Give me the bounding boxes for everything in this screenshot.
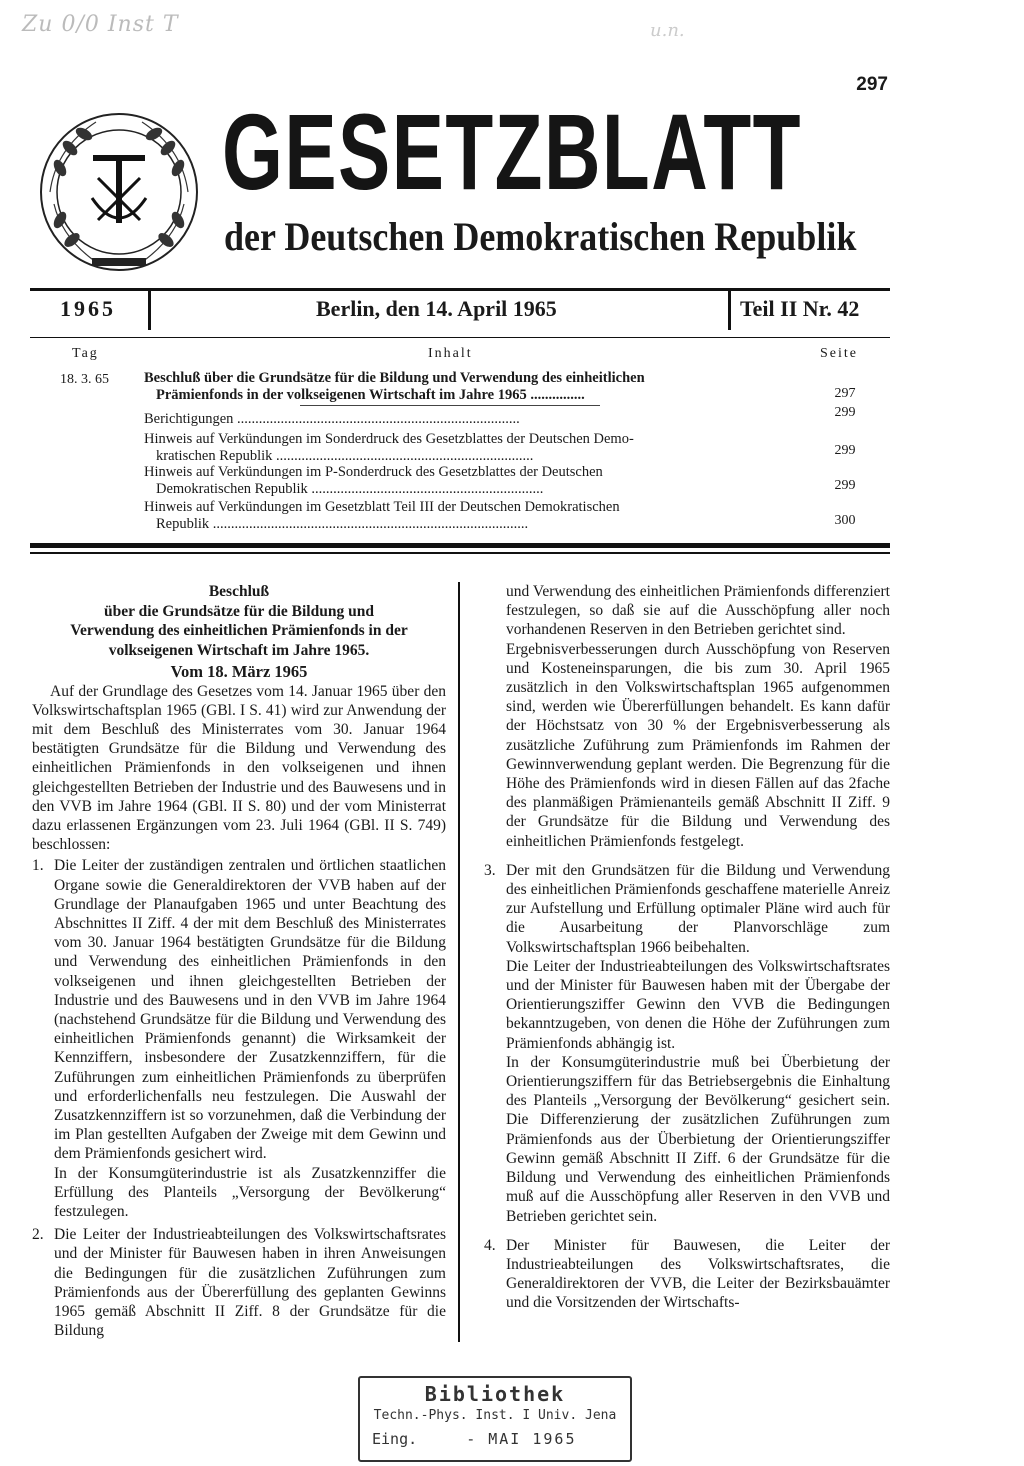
item-text: In der Konsumgüterindustrie muß bei Überbietung der Orientierungsziffern für das Betriebsergebnis die Einhaltung des Planteils „Versorgung der Bevölkerung“ gesichert sein. Die Differenzierung der zusätzlichen Zuführungen zum Prämienfonds aus der Überbietung der Orientierungsziffer Gewinn gemäß Abschnitt II Ziff. 6 der Grundsätze für die Bildung und Verwendung des einheitlichen Prämienfonds muß auf die Ausschöpfung aller Reserven in den VVB und Betrieben gerichtet sein. <box>506 1053 890 1225</box>
section-rule <box>30 543 890 548</box>
left-column <box>32 582 446 1340</box>
toc-entry <box>144 499 794 533</box>
list-item <box>32 1225 446 1340</box>
item-number: 3. <box>484 861 496 879</box>
toc-divider <box>300 405 600 406</box>
heading-line: Verwendung des einheitlichen Prämienfonds in der <box>70 622 408 639</box>
masthead-subtitle: der Deutschen Demokratischen Republik <box>224 214 857 259</box>
issue-year: 1965 <box>60 296 116 321</box>
page-number: 297 <box>856 74 888 95</box>
stamp-received <box>360 1430 642 1448</box>
stamp-institute: Techn.-Phys. Inst. I Univ. Jena <box>373 1408 617 1423</box>
toc-entry <box>144 464 794 498</box>
list-item <box>484 861 890 1226</box>
column-divider <box>458 582 460 1342</box>
toc-entry <box>144 370 794 404</box>
item-text: Die Leiter der Industrieabteilungen des Volkswirtschaftsrates und der Minister für Bauwesen haben in ihren Anweisungen die Bedingungen für die zusätzlichen Zuführungen zum Prämienfonds aus der Übererfüllung des geplanten Gewinns 1965 gemäß Abschnitt II Ziff. 8 der Grundsätze für die Bildung <box>54 1226 446 1340</box>
handwritten-note-right: u.n. <box>650 20 685 41</box>
toc-entry-page: 299 <box>834 405 856 420</box>
item-text: Der Minister für Bauwesen, die Leiter der Industrieabteilungen des Volkswirtschaftsrates, die Generaldirektoren der VVB, die Leiter der Bezirksbauämter und die Vorsitzenden der Wirtschafts- <box>506 1236 890 1312</box>
issue-part-number: Teil II Nr. 42 <box>740 296 860 321</box>
toc-entry-date: 18. 3. 65 <box>60 372 109 387</box>
toc-entry-line: Hinweis auf Verkündungen im Sonderdruck des Gesetzblattes der Deutschen Demo- <box>144 431 634 447</box>
toc-entry-line: Beschluß über die Grundsätze für die Bildung und Verwendung des einheitlichen <box>144 370 645 386</box>
state-emblem-icon <box>36 108 202 278</box>
toc-entry-line: Hinweis auf Verkündungen im Gesetzblatt Teil III der Deutschen Demokratischen <box>144 499 620 515</box>
decision-date: Vom 18. März 1965 <box>170 662 308 681</box>
toc-date-header: Tag <box>72 346 99 361</box>
item-text: und Verwendung des einheitlichen Prämienfonds differenziert festzulegen, so daß sie auf die Ausschöpfung aller noch vorhandenen Reserven in den Betrieben gerichtet sind. <box>506 583 890 639</box>
heading-line: Beschluß <box>208 583 270 600</box>
heading-line: volkseigenen Wirtschaft im Jahre 1965. <box>108 641 370 659</box>
toc-content-header: Inhalt <box>428 346 473 361</box>
toc-entry-page: 300 <box>834 513 856 528</box>
toc-entry-page: 299 <box>834 443 856 458</box>
toc-entry <box>144 431 794 465</box>
stamp-received-label: Eing. <box>372 1430 418 1448</box>
heading-line: über die Grundsätze für die Bildung und <box>104 602 374 620</box>
item-text: Der mit den Grundsätzen für die Bildung und Verwendung des einheitlichen Prämienfonds geschaffene materielle Anreiz zur Aufstellung und Erfüllung optimaler Pläne wird auch für die Ausarbeitung der Planvorschläge zum Volkswirtschaftsplan 1966 beibehalten. <box>506 861 890 956</box>
toc-entry <box>144 411 794 428</box>
toc-page-header: Seite <box>820 346 858 361</box>
stamp-received-date: - MAI 1965 <box>466 1430 577 1448</box>
item-text: In der Konsumgüterindustrie ist als Zusatzkennziffer die Erfüllung des Planteils „Versorgung der Bevölkerung“ festzulegen. <box>54 1164 446 1220</box>
item-text: Die Leiter der Industrieabteilungen des Volkswirtschaftsrates und der Minister für Bauwesen haben mit der Übergabe der Orientierungsziffer Gewinn den VVB die Bedingungen bekanntzugeben, von denen die Höhe der Zuführungen zum Prämienfonds abhängig ist. <box>506 957 890 1052</box>
stamp-title: Bibliothek <box>424 1382 566 1406</box>
item-text: Die Leiter der zuständigen zentralen und örtlichen staatlichen Organe sowie die Generaldirektoren der VVB haben auf der Grundlage der Planaufgaben 1965 und unter Beachtung des Abschnittes II Ziff. 4 der mit dem Beschluß des Ministerrates vom 30. Januar 1964 bestätigten Grundsätze für die Bildung und Verwendung des einheitlichen Prämienfonds in den volkseigenen und ihnen gleichgestellten Betrieben der Industrie und des Bauwesens und in den VVB im Jahre 1964 (nachstehend Grundsätze für die Bildung und Verwendung des einheitlichen Prämienfonds genannt) die Wirksamkeit der Kennziffern, insbesondere der Zusatzkennziffern, für die Zuführungen zum einheitlichen Prämienfonds zu überprüfen und erforderlichenfalls neu festzulegen. Die Auswahl der Zusatzkennziffern ist so vorzunehmen, daß die Verbindung der im Plan gestellten Aufgaben der Zweige mit dem Gewinn und dem Prämienfonds gesichert wird. <box>54 857 446 1163</box>
item-number: 4. <box>484 1236 496 1254</box>
item-text: Ergebnisverbesserungen durch Ausschöpfung von Reserven und Kosteneinsparungen, die bis zum 30. April 1965 zusätzlich in den Volkswirtschaftsplan 1965 aufgenommen sind, werden wie Übererfüllungen behandelt. Es kann dafür der Höchstsatz von 30 % der Ergebnisverbesserung als zusätzliche Zuführung zum Prämienfonds im Rahmen der Gewinnverwendung geplant werden. Die Begrenzung für die Höhe des Prämienfonds wird in diesen Fällen auf das 2fache des planmäßigen Prämienanteils gemäß Abschnitt II Ziff. 9 der Grundsätze für die Bildung und Verwendung des einheitlichen Prämienfonds festgelegt. <box>506 640 890 850</box>
decision-heading <box>32 582 446 682</box>
toc-entry-line: Berichtigungen .............................................................................. <box>144 411 520 427</box>
list-item <box>32 856 446 1221</box>
item-number: 2. <box>32 1226 44 1244</box>
toc-entry-line: Republik ....................................................................................... <box>156 516 529 532</box>
list-item <box>484 1236 890 1313</box>
library-stamp <box>358 1376 632 1462</box>
toc-entry-page: 299 <box>834 478 856 493</box>
item-number: 1. <box>32 857 44 875</box>
section-rule <box>30 552 890 554</box>
toc-entry-line: Demokratischen Republik ................................................................ <box>156 481 544 497</box>
intro-paragraph: Auf der Grundlage des Gesetzes vom 14. Januar 1965 über den Volkswirtschaftsplan 1965 (GBl. I S. 41) wird zur Anwendung der mit dem Beschluß des Ministerrates vom 30. Januar 1964 bestätigten Grundsätze für die Bildung und Verwendung des einheitlichen Prämienfonds in den volkseigenen und ihnen gleichgestellten Betrieben der Industrie und des Bauwesens und in den VVB im Jahre 1964 (GBl. II S. 80) und der vom Ministerrat dazu erlassenen Ergänzungen vom 23. Juli 1964 (GBl. II S. 749) beschlossen: <box>32 682 446 854</box>
toc-entry-line: Hinweis auf Verkündungen im P-Sonderdruck des Gesetzblattes der Deutschen <box>144 464 603 480</box>
toc-entry-page: 297 <box>834 386 856 401</box>
issue-date: Berlin, den 14. April 1965 <box>316 296 557 321</box>
issue-separator <box>728 288 731 330</box>
issue-separator <box>148 288 151 330</box>
toc-entry-line: Prämienfonds in der volkseigenen Wirtschaft im Jahre 1965 ............... <box>156 387 585 403</box>
toc-entry-line: kratischen Republik ....................................................................... <box>156 448 534 464</box>
handwritten-note: Zu 0/0 Inst T <box>22 12 179 37</box>
right-column <box>484 582 890 1313</box>
masthead-title: GESETZBLATT <box>222 91 802 212</box>
